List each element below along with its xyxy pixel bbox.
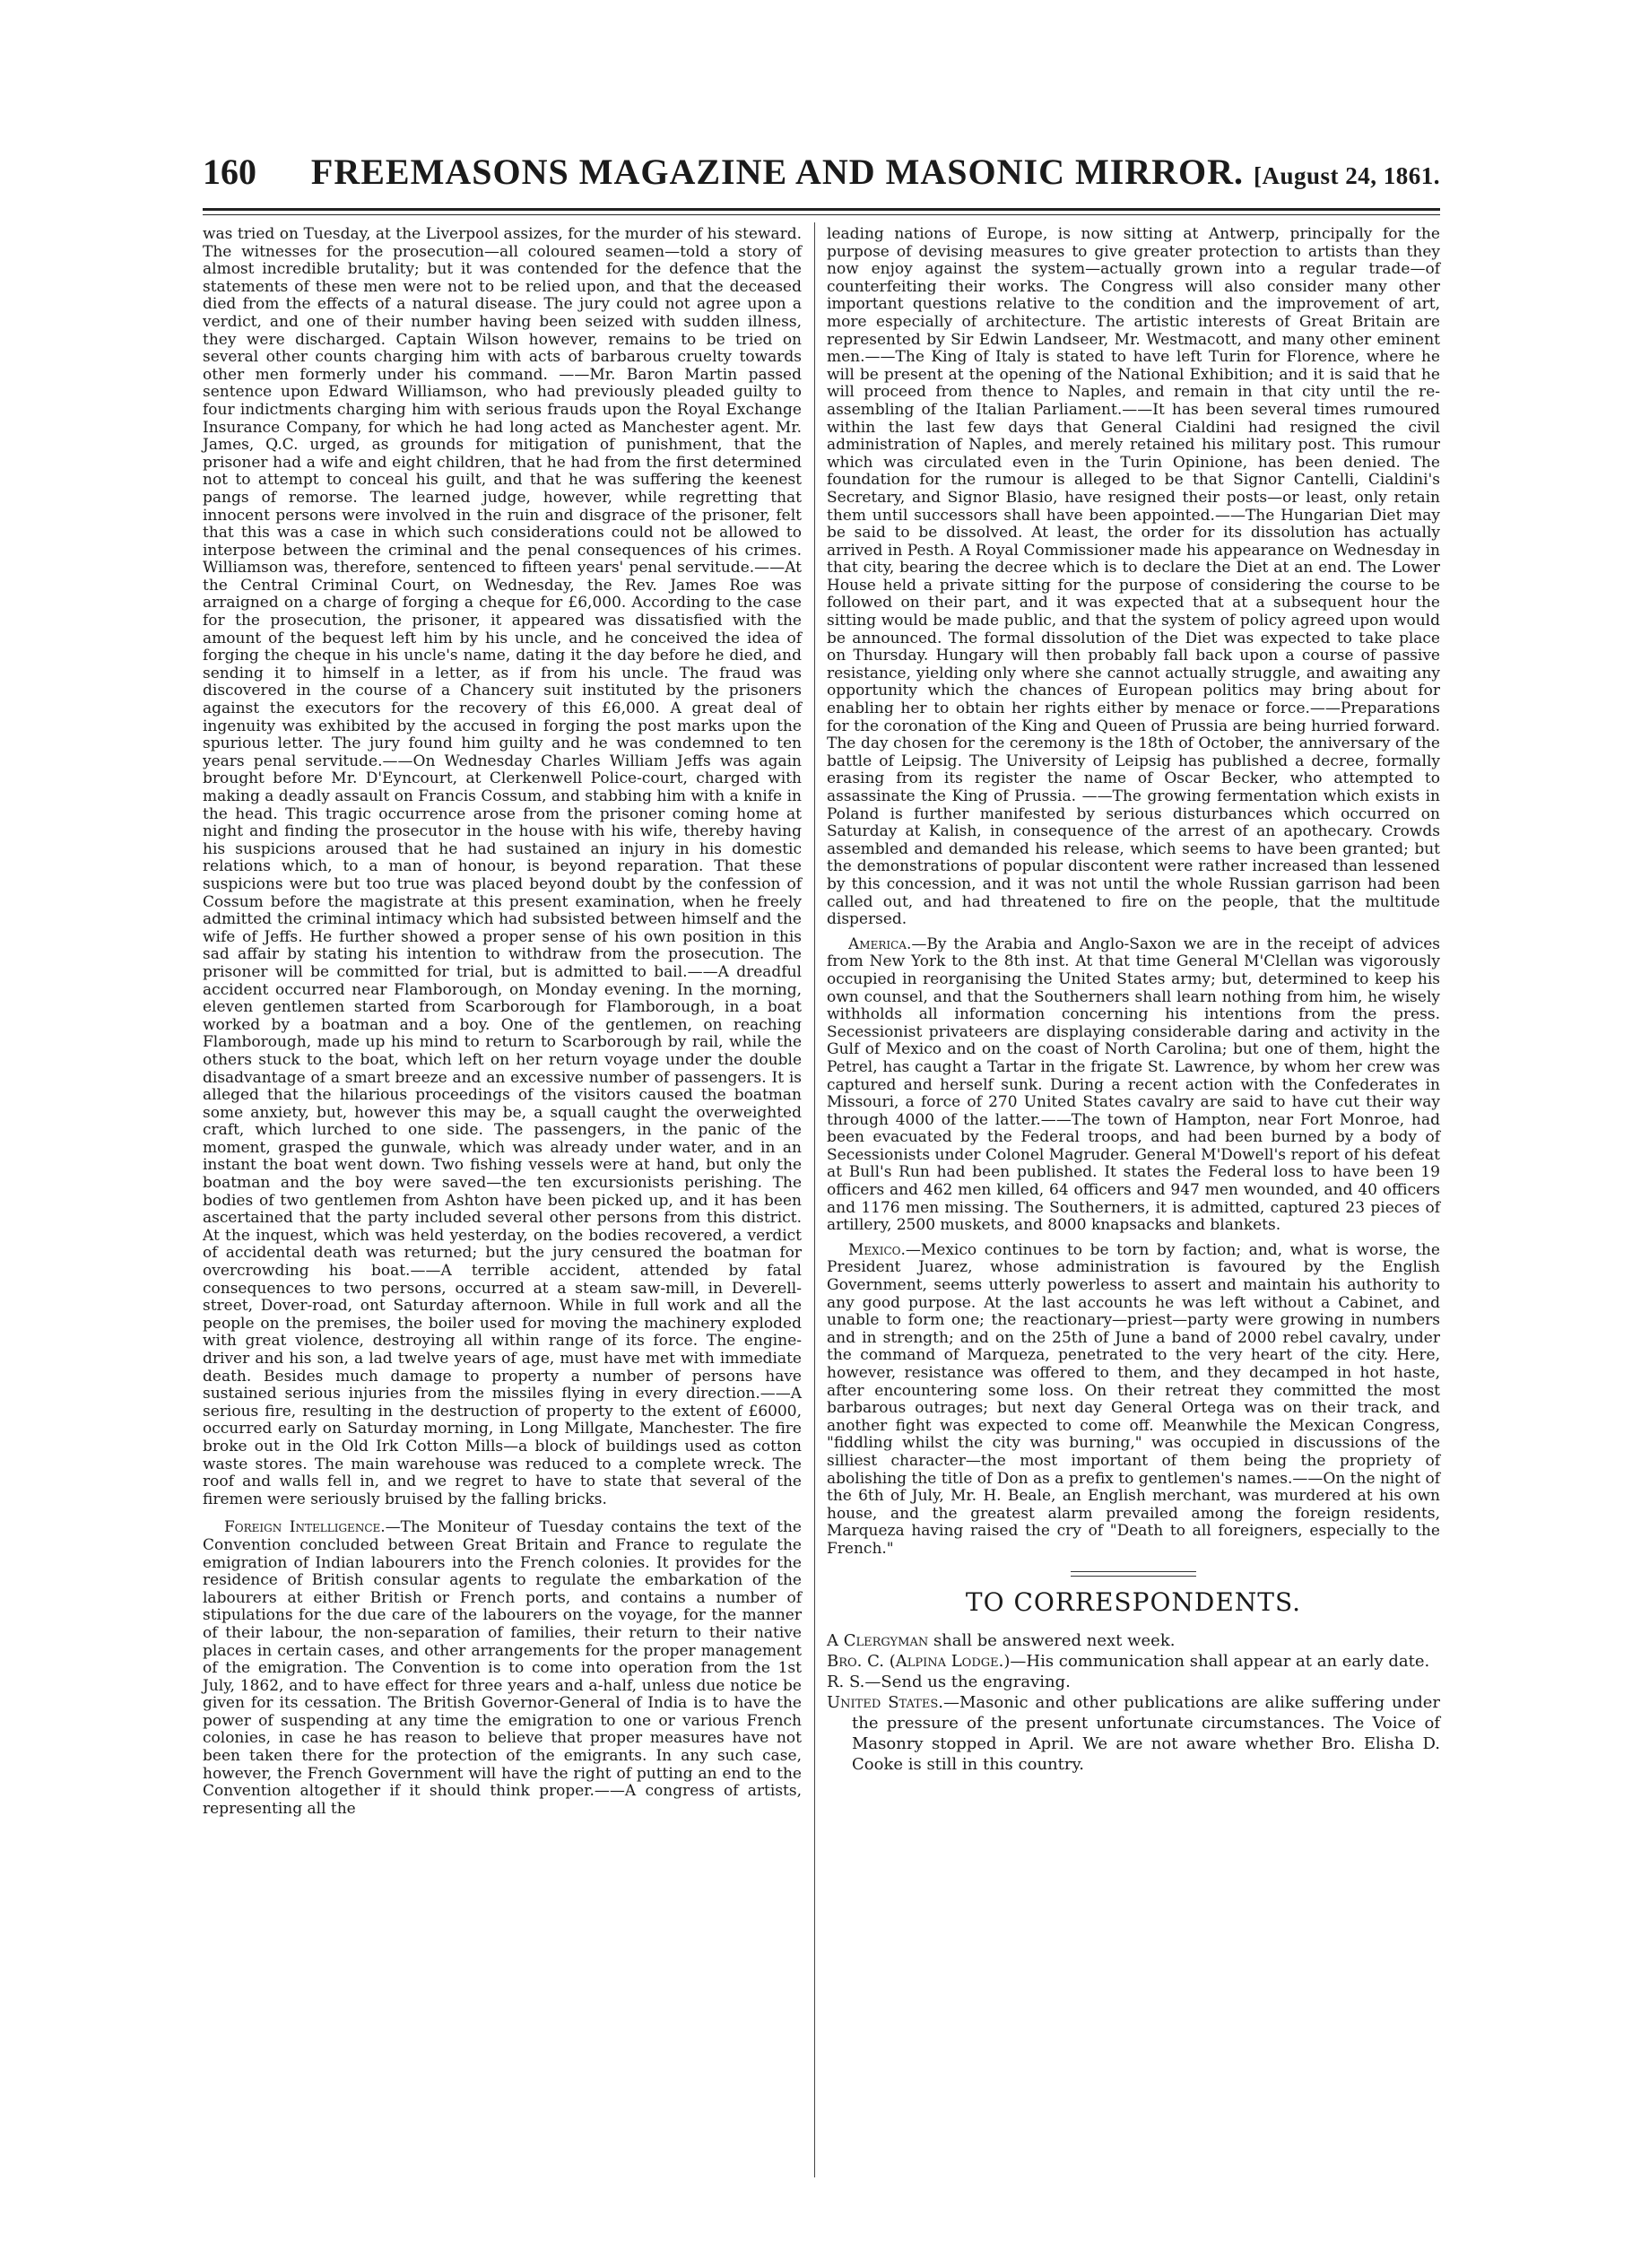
correspondent-text: —His communication shall appear at an early date. (1010, 1651, 1430, 1671)
correspondents-list (827, 1630, 1440, 1775)
magazine-title: FREEMASONS MAGAZINE AND MASONIC MIRROR. (310, 152, 1245, 192)
correspondent-lead: R. S. (827, 1672, 865, 1691)
correspondent-text: —Send us the engraving. (864, 1672, 1071, 1691)
masthead-rule-thick (203, 208, 1440, 211)
correspondent-lead: A Clergyman (827, 1630, 929, 1650)
column-divider (814, 222, 815, 2177)
correspondent-item (827, 1630, 1440, 1651)
foreign-intelligence-paragraph (203, 1519, 802, 1818)
masthead (203, 151, 1440, 206)
correspondents-heading: TO CORRESPONDENTS. (965, 1586, 1302, 1617)
section-lead: Mexico. (848, 1240, 906, 1259)
paragraph-body: —The Moniteur of Tuesday contains the text of the Convention concluded between Great Britain and France to regulate the emigration of Indian labourers into the French colonies. It provides for the residence of British consular agents to regulate the embarkation of the labourers at either British or French ports, and contains a number of stipulations for the due care of the labourers on the voyage, for the manner of their labour, the non-separation of families, their return to their native places in certain cases, and other arrangements for the proper management of the emigration. The Convention is to come into operation from the 1st July, 1862, and to have effect for three years and a-half, unless due notice be given for its cessation. The British Governor-General of India is to have the power of suspending at any time the emigration to one or various French colonies, in case he has reason to believe that proper measures have not been taken there for the protection of the emigrants. In any such case, however, the French Government will have the right of putting an end to the Convention altogether if it should think proper.——A congress of artists, representing all the (203, 1518, 802, 1818)
right-column (827, 226, 1440, 1775)
left-column (203, 226, 802, 1818)
correspondent-text: —Masonic and other publications are alike suffering under the pressure of the present unfortunate circumstances. The Voice of Masonry stopped in April. We are not aware whether Bro. Elisha D. Cooke is still in this country. (852, 1692, 1440, 1774)
america-paragraph (827, 936, 1440, 1235)
section-lead: Foreign Intelligence. (224, 1518, 386, 1537)
paragraph-body: —By the Arabia and Anglo-Saxon we are in the receipt of advices from New York to the 8th inst. At that time General M'Clellan was vigorously occupied in reorganising the United States army; but, determined to keep his own counsel, and that the Southerners shall learn nothing from him, he wisely withholds all information concerning his intentions from the press. Secessionist privateers are displaying considerable daring and activity in the Gulf of Mexico and on the coast of North Carolina; but one of them, hight the Petrel, has caught a Tartar in the frigate St. Lawrence, by whom her crew was captured and herself sunk. During a recent action with the Confederates in Missouri, a force of 270 United States cavalry are said to have cut their way through 4000 of the latter.——The town of Hampton, near Fort Monroe, had been evacuated by the Federal troops, and had been burned by a body of Secessionists under Colonel Magruder. General M'Dowell's report of his defeat at Bull's Run had been published. It states the Federal loss to have been 19 officers and 462 men killed, 64 officers and 947 men wounded, and 40 officers and 1176 men missing. The Southerners, it is admitted, captured 23 pieces of artillery, 2500 muskets, and 8000 knapsacks and blankets. (827, 934, 1440, 1235)
masthead-rule-thin (203, 214, 1440, 215)
correspondent-text: shall be answered next week. (928, 1630, 1176, 1650)
paragraph-body: —Mexico continues to be torn by faction; and, what is worse, the President Juarez, whose administration is favoured by the English Government, seems utterly powerless to assert and maintain his authority to any good purpose. At the last accounts he was left without a Cabinet, and unable to form one; the reactionary—priest—party were growing in numbers and in strength; and on the 25th of June a band of 2000 rebel cavalry, under the command of Marqueza, penetrated to the very heart of the city. Here, however, resistance was offered to them, and they decamped in hot haste, after encountering some loss. On their retreat they committed the most barbarous outrages; but next day General Ortega was on their track, and another fight was expected to come off. Meanwhile the Mexican Congress, "fiddling whilst the city was burning," was occupied in discussions of the silliest character—the most important of them being the propriety of abolishing the title of Don as a prefix to gentlemen's names.——On the night of the 6th of July, Mr. H. Beale, an English merchant, was murdered at his own house, and the greatest alarm prevailed among the foreign residents, Marqueza having raised the cry of "Death to all foreigners, especially to the French." (827, 1240, 1440, 1558)
correspondent-lead: United States. (827, 1692, 943, 1712)
issue-date: [August 24, 1861. (1253, 162, 1440, 189)
mexico-paragraph (827, 1242, 1440, 1559)
correspondent-lead: Bro. C. (Alpina Lodge.) (827, 1651, 1011, 1671)
section-lead: America. (848, 934, 912, 953)
page-number: 160 (203, 152, 256, 192)
correspondent-item (827, 1651, 1440, 1672)
news-paragraph: was tried on Tuesday, at the Liverpool assizes, for the murder of his steward. The witnesses for the prosecution—all coloured seamen—told a story of almost incredible brutality; but it was contended for the defence that the statements of these men were not to be relied upon, and that the deceased died from the effects of a natural disease. The jury could not agree upon a verdict, and one of their number having been seized with sudden illness, they were discharged. Captain Wilson however, remains to be tried on several other counts charging him with acts of barbarous cruelty towards other men formerly under his command. ——Mr. Baron Martin passed sentence upon Edward Williamson, who had previously pleaded guilty to four indictments charging him with serious frauds upon the Royal Exchange Insurance Company, for which he had long acted as Manchester agent. Mr. James, Q.C. urged, as grounds for mitigation of punishment, that the prisoner had a wife and eight children, that he had from the first determined not to attempt to conceal his guilt, and that he was suffering the keenest pangs of remorse. The learned judge, however, while regretting that innocent persons were involved in the ruin and disgrace of the prisoner, felt that this was a case in which such considerations could not be allowed to interpose between the criminal and the penal consequences of his crimes. Williamson was, therefore, sentenced to fifteen years' penal servitude.——At the Central Criminal Court, on Wednesday, the Rev. James Roe was arraigned on a charge of forging a cheque for £6,000. According to the case for the prosecution, the prisoner, it appeared was dissatisfied with the amount of the bequest left him by his uncle, and he conceived the idea of forging the cheque in his uncle's name, dating it the day before he died, and sending it to himself in a letter, as if from his uncle. The fraud was discovered in the course of a Chancery suit instituted by the prisoners against the executors for the recovery of this £6,000. A great deal of ingenuity was exhibited by the accused in forging the post marks upon the spurious letter. The jury found him guilty and he was condemned to ten years penal servitude.——On Wednesday Charles William Jeffs was again brought before Mr. D'Eyncourt, at Clerkenwell Police-court, charged with making a deadly assault on Francis Cossum, and stabbing him with a knife in the head. This tragic occurrence arose from the prisoner coming home at night and finding the prosecutor in the house with his wife, thereby having his suspicions aroused that he had sustained an injury in his domestic relations which, to a man of honour, is beyond reparation. That these suspicions were but too true was placed beyond doubt by the confession of Cossum before the magistrate at this present examination, when he freely admitted the criminal intimacy which had subsisted between himself and the wife of Jeffs. He further showed a proper sense of his own position in this sad affair by stating his intention to withdraw from the prosecution. The prisoner will be committed for trial, but is admitted to bail.——A dreadful accident occurred near Flamborough, on Monday evening. In the morning, eleven gentlemen started from Scarborough for Flamborough, in a boat worked by a boatman and a boy. One of the gentlemen, on reaching Flamborough, made up his mind to return to Scarborough by rail, while the others stuck to the boat, which left on her return voyage under the double disadvantage of a smart breeze and an excessive number of passengers. It is alleged that the hilarious proceedings of the visitors caused the boatman some anxiety, but, however this may be, a squall caught the overweighted craft, which lurched to one side. The passengers, in the panic of the moment, grasped the gunwale, which was already under water, and in an instant the boat went down. Two fishing vessels were at hand, but only the boatman and the boy were saved—the ten excursionists perishing. The bodies of two gentlemen from Ashton have been picked up, and it has been ascertained that the party included several other persons from this district. At the inquest, which was held yesterday, on the bodies recovered, a verdict of accidental death was returned; but the jury censured the boatman for overcrowding his boat.——A terrible accident, attended by fatal consequences to two persons, occurred at a steam saw-mill, in Deverell-street, Dover-road, ont Saturday afternoon. While in full work and all the people on the premises, the boiler used for moving the machinery exploded with great violence, destroying all within range of its force. The engine-driver and his son, a lad twelve years of age, must have met with immediate death. Besides much damage to property a number of persons have sustained serious injuries from the missiles flying in every direction.——A serious fire, resulting in the destruction of property to the extent of £6000, occurred early on Saturday morning, in Long Millgate, Manchester. The fire broke out in the Old Irk Cotton Mills—a block of buildings used as cotton waste stores. The main warehouse was reduced to a complete wreck. The roof and walls fell in, and we regret to have to state that several of the firemen were seriously bruised by the falling bricks. (203, 225, 802, 1508)
news-paragraph: leading nations of Europe, is now sitting at Antwerp, principally for the purpose of devising measures to give greater protection to artists than they now enjoy against the system—actually grown into a regular trade—of counterfeiting their works. The Congress will also consider many other important questions relative to the condition and the improvement of art, more especially of architecture. The artistic interests of Great Britain are represented by Sir Edwin Landseer, Mr. Westmacott, and many other eminent men.——The King of Italy is stated to have left Turin for Florence, where he will be present at the opening of the National Exhibition; and it is said that he will proceed from thence to Naples, and remain in that city until the re-assembling of the Italian Parliament.——It has been several times rumoured within the last few days that General Cialdini had resigned the civil administration of Naples, and merely retained his military post. This rumour which was circulated even in the Turin Opinione, has been denied. The foundation for the rumour is alleged to be that Signor Cantelli, Cialdini's Secretary, and Signor Blasio, have resigned their posts—or least, only retain them until successors shall have been appointed.——The Hungarian Diet may be said to be dissolved. At least, the order for its dissolution has actually arrived in Pesth. A Royal Commissioner made his appearance on Wednesday in that city, bearing the decree which is to declare the Diet at an end. The Lower House held a private sitting for the purpose of considering the course to be followed on their part, and it was expected that at a subsequent hour the sitting would be made public, and that the system of policy agreed upon would be announced. The formal dissolution of the Diet was expected to take place on Thursday. Hungary will then probably fall back upon a course of passive resistance, yielding only where she cannot actually struggle, and awaiting any opportunity which the chances of European politics may bring about for enabling her to obtain her rights either by menace or force.——Preparations for the coronation of the King and Queen of Prussia are being hurried forward. The day chosen for the ceremony is the 18th of October, the anniversary of the battle of Leipsig. The University of Leipsig has published a decree, formally erasing from its register the name of Oscar Becker, who attempted to assassinate the King of Prussia. ——The growing fermentation which exists in Poland is further manifested by serious disturbances which occurred on Saturday at Kalish, in consequence of the arrest of an apothecary. Crowds assembled and demanded his release, which seems to have been granted; but the demonstrations of popular discontent were rather increased than lessened by this concession, and it was not until the whole Russian garrison had been called out, and had threatened to fire on the people, that the multitude dispersed. (827, 225, 1440, 929)
section-divider (1071, 1571, 1196, 1577)
correspondent-item (827, 1672, 1440, 1692)
correspondent-item (827, 1692, 1440, 1775)
